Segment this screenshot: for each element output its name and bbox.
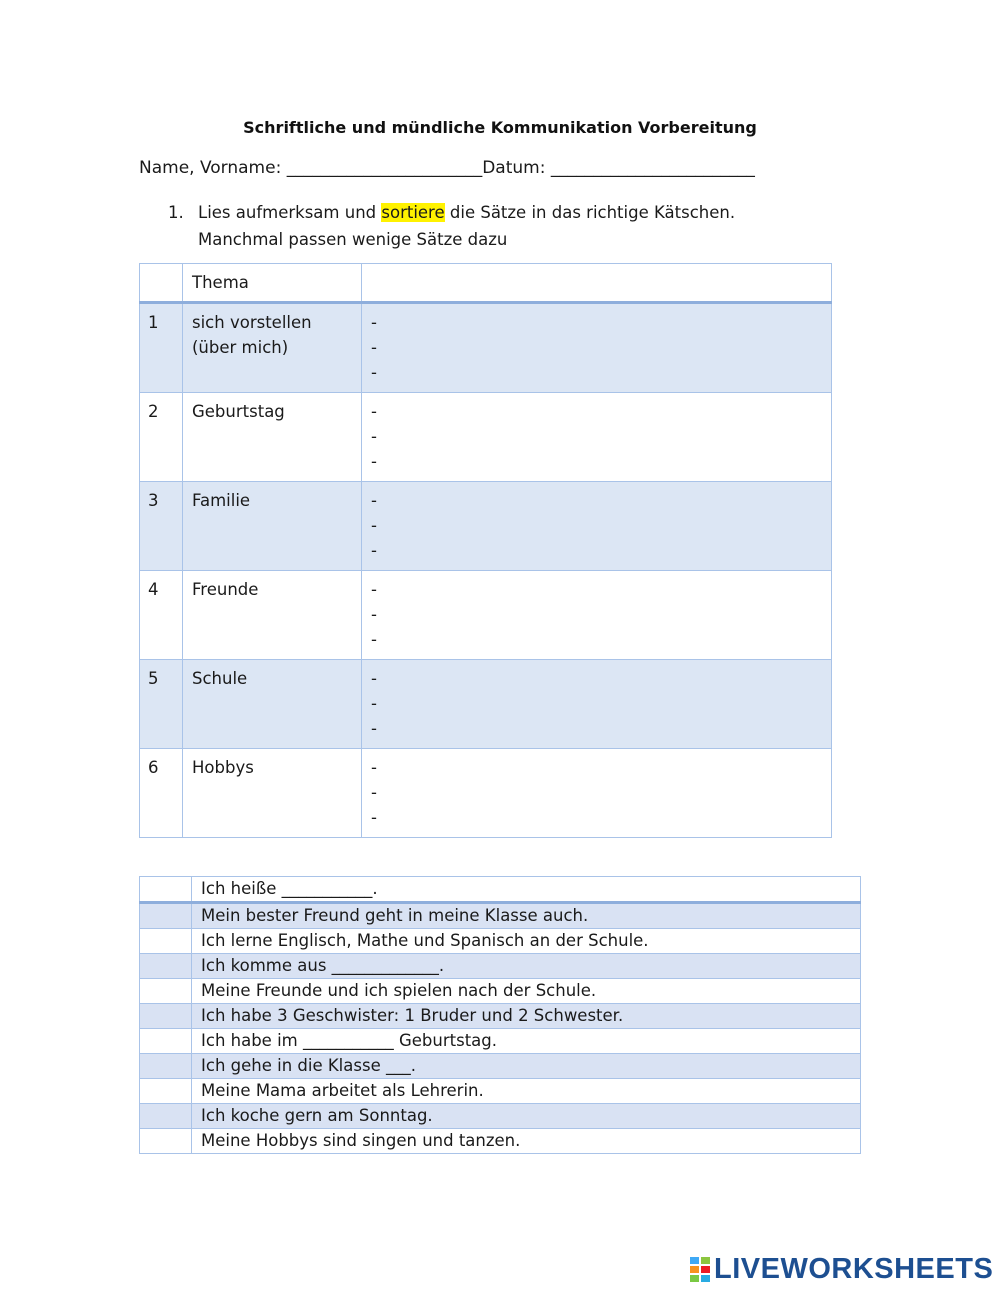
topic-number: 2 [140,393,183,482]
task-text-after: die Sätze in das richtige Kätschen. [444,203,736,222]
task-number: 1. [168,203,184,222]
answer-dash: - [371,669,377,688]
sentence-row[interactable] [140,1079,861,1104]
topic-name: Schule [183,660,362,749]
task-instruction [168,199,735,253]
sentence-row[interactable] [140,1054,861,1079]
sentence-row[interactable] [140,1029,861,1054]
sentence-drag-cell[interactable] [140,1079,192,1104]
answer-dash: - [371,452,377,471]
sentence-text: Ich lerne Englisch, Mathe und Spanisch an der Schule. [192,929,861,954]
topic-row [140,749,832,838]
date-field[interactable]: ________________________ [550,158,755,178]
logo-block-icon [690,1266,699,1273]
liveworksheets-logo [690,1253,993,1286]
sentence-table [139,876,861,1154]
answer-dash: - [371,338,377,357]
answer-dash: - [371,783,377,802]
topic-answer-cell[interactable] [362,660,832,749]
logo-block-icon [701,1275,710,1282]
topic-table-header [140,264,832,303]
topic-number: 4 [140,571,183,660]
topic-number: 6 [140,749,183,838]
logo-text: LIVEWORKSHEETS [714,1253,994,1285]
logo-block-icon [701,1257,710,1264]
topic-name: Hobbys [183,749,362,838]
header-sentences-cell [362,264,832,303]
answer-dash: - [371,630,377,649]
sentence-drag-cell[interactable] [140,929,192,954]
answer-dash: - [371,694,377,713]
answer-dash: - [371,541,377,560]
sentence-drag-cell[interactable] [140,979,192,1004]
task-highlight: sortiere [381,203,445,222]
task-text-before: Lies aufmerksam und [198,203,382,222]
sentence-drag-cell[interactable] [140,1029,192,1054]
header-topic-cell: Thema [183,264,362,303]
answer-dash: - [371,427,377,446]
sentence-drag-cell[interactable] [140,1104,192,1129]
sentence-text: Ich heiße ___________. [192,877,861,903]
sentence-row[interactable] [140,979,861,1004]
logo-block-icon [690,1275,699,1282]
name-field[interactable]: _______________________ [286,158,483,178]
date-label: Datum: [482,158,546,178]
topic-answer-cell[interactable] [362,482,832,571]
sentence-text: Ich habe im ___________ Geburtstag. [192,1029,861,1054]
answer-dash: - [371,491,377,510]
answer-dash: - [371,363,377,382]
sentence-text: Mein bester Freund geht in meine Klasse auch. [192,903,861,929]
topic-number: 1 [140,303,183,393]
sentence-text: Ich koche gern am Sonntag. [192,1104,861,1129]
task-line-2: Manchmal passen wenige Sätze dazu [198,230,508,249]
topic-answer-cell[interactable] [362,571,832,660]
answer-dash: - [371,605,377,624]
answer-dash: - [371,516,377,535]
sentence-text: Meine Freunde und ich spielen nach der Schule. [192,979,861,1004]
logo-block-icon [690,1257,699,1264]
topic-row [140,303,832,393]
sentence-text: Ich habe 3 Geschwister: 1 Bruder und 2 Schwester. [192,1004,861,1029]
topic-row [140,482,832,571]
answer-dash: - [371,758,377,777]
sentence-row[interactable] [140,1129,861,1154]
topic-name: Geburtstag [183,393,362,482]
topic-table [139,263,832,838]
sentence-drag-cell[interactable] [140,877,192,903]
sentence-drag-cell[interactable] [140,954,192,979]
topic-answer-cell[interactable] [362,393,832,482]
sentence-row[interactable] [140,903,861,929]
sentence-row[interactable] [140,1004,861,1029]
sentence-row[interactable] [140,1104,861,1129]
topic-name: Freunde [183,571,362,660]
sentence-row[interactable] [140,954,861,979]
logo-block-icon [701,1266,710,1273]
sentence-drag-cell[interactable] [140,1004,192,1029]
sentence-drag-cell[interactable] [140,1054,192,1079]
sentence-text: Meine Mama arbeitet als Lehrerin. [192,1079,861,1104]
topic-number: 3 [140,482,183,571]
logo-blocks-icon [690,1257,710,1282]
answer-dash: - [371,719,377,738]
header-num-cell [140,264,183,303]
sentence-row[interactable] [140,929,861,954]
topic-row [140,660,832,749]
sentence-drag-cell[interactable] [140,1129,192,1154]
topic-answer-cell[interactable] [362,303,832,393]
answer-dash: - [371,808,377,827]
topic-row [140,571,832,660]
topic-answer-cell[interactable] [362,749,832,838]
topic-name: sich vorstellen (über mich) [183,303,362,393]
page-title: Schriftliche und mündliche Kommunikation Vorbereitung [243,118,757,137]
sentence-text: Ich komme aus _____________. [192,954,861,979]
answer-dash: - [371,580,377,599]
sentence-text: Ich gehe in die Klasse ___. [192,1054,861,1079]
answer-dash: - [371,313,377,332]
name-date-row [139,158,755,178]
topic-name: Familie [183,482,362,571]
answer-dash: - [371,402,377,421]
sentence-text: Meine Hobbys sind singen und tanzen. [192,1129,861,1154]
topic-row [140,393,832,482]
topic-number: 5 [140,660,183,749]
name-label: Name, Vorname: [139,158,282,178]
sentence-row[interactable] [140,877,861,903]
sentence-drag-cell[interactable] [140,903,192,929]
